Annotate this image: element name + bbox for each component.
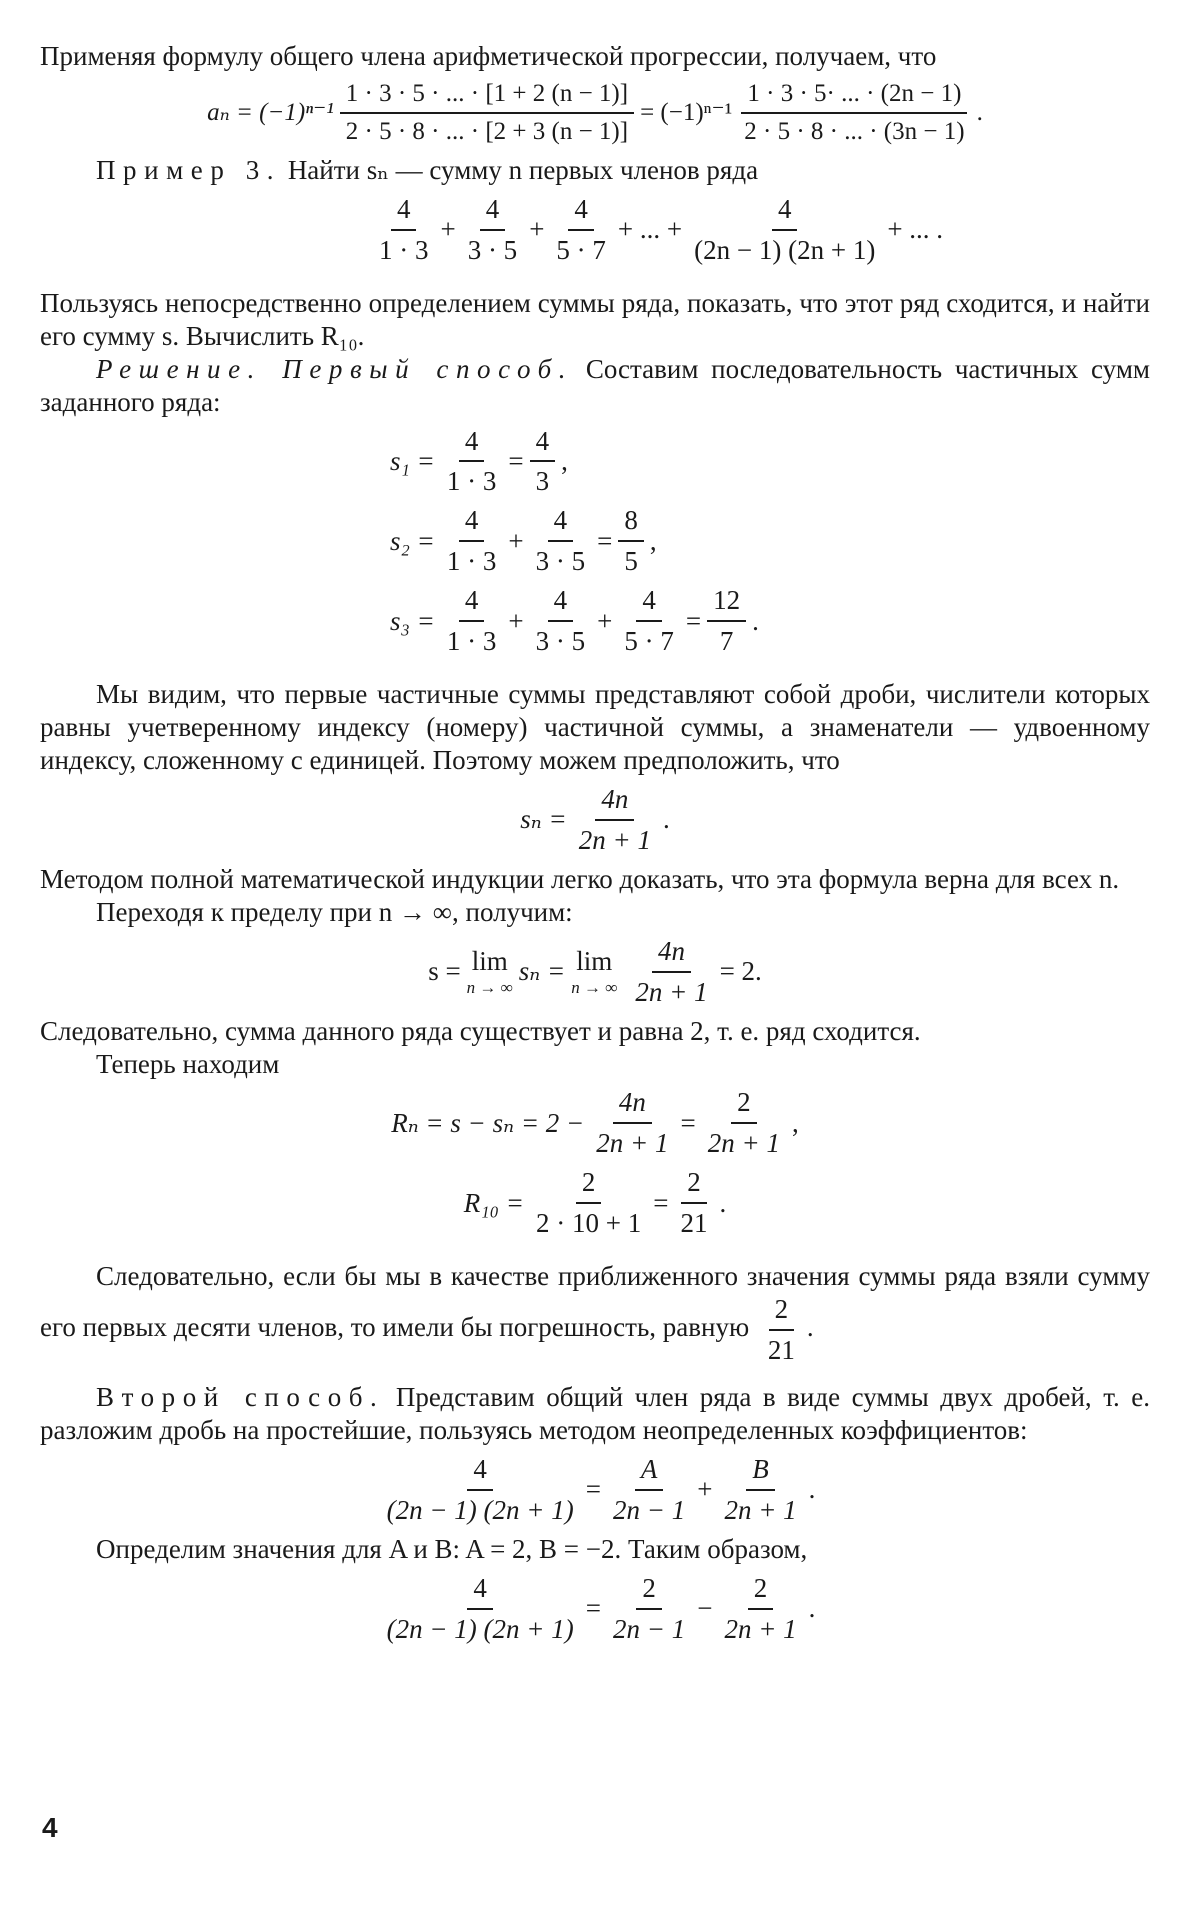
series-term-1	[373, 193, 435, 267]
limit-operator	[466, 945, 513, 997]
fraction	[573, 783, 657, 857]
numerator: 2	[681, 1166, 707, 1204]
example-heading	[40, 154, 1150, 187]
denominator: 5 · 7	[624, 626, 674, 657]
s1-end: ,	[561, 445, 568, 476]
limit-operator	[571, 945, 618, 997]
denominator: (2n − 1) (2n + 1)	[386, 1613, 574, 1644]
numerator: 4	[530, 425, 556, 463]
intro-text: Применяя формулу общего члена арифметической прогрессии, получаем, что	[40, 41, 937, 71]
denominator: 1 · 3	[446, 466, 497, 497]
denominator: (2n − 1) (2n + 1)	[386, 1494, 574, 1525]
numerator: 4n	[595, 783, 634, 821]
an-mid: = (−1)ⁿ⁻¹	[640, 99, 733, 127]
solution-text: Составим последовательность частичных сумм заданного ряда:	[40, 353, 1150, 417]
final-formula	[40, 1572, 1150, 1646]
fraction	[590, 1086, 674, 1160]
an-lhs: aₙ = (−1)ⁿ⁻¹	[207, 99, 334, 127]
fraction	[381, 1572, 580, 1646]
equals-sign: =	[585, 1593, 601, 1624]
induction-text: Методом полной математической индукции легко доказать, что эта формула верна для всех n.	[40, 863, 1120, 894]
numerator: B	[746, 1453, 775, 1491]
denominator: 21	[680, 1208, 708, 1239]
fraction	[607, 1453, 691, 1527]
error-end: .	[806, 1312, 814, 1343]
second-method-heading	[40, 1381, 1150, 1447]
denominator: 2n + 1	[635, 976, 708, 1007]
numerator: 8	[618, 504, 644, 542]
minus-sign: −	[697, 1593, 713, 1624]
fraction	[707, 584, 746, 658]
example-text: Найти sₙ — сумму n первых членов ряда	[287, 154, 759, 185]
s1-lhs: s₁ =	[390, 445, 435, 476]
limit-intro-text: Переходя к пределу при n → ∞, получим:	[96, 896, 573, 927]
fraction	[674, 1166, 713, 1240]
numerator: 2	[748, 1572, 774, 1610]
lim-word: lim	[471, 945, 508, 976]
numerator: 2	[769, 1293, 795, 1331]
an-frac-1	[340, 79, 634, 148]
s2-formula	[390, 504, 1150, 578]
fraction	[381, 1453, 580, 1527]
plus-sign: +	[529, 214, 545, 245]
numerator: 4	[467, 1572, 493, 1610]
denominator: 3 · 5	[535, 546, 586, 577]
example-label: Пример 3.	[96, 154, 282, 185]
numerator: 4	[459, 425, 485, 463]
fraction	[530, 425, 556, 499]
s3-end: .	[752, 605, 759, 636]
sn-lhs: sₙ =	[520, 804, 567, 835]
s3-lhs: s₃ =	[390, 605, 435, 636]
plus-sign: +	[508, 605, 524, 636]
page-content	[40, 40, 1150, 1652]
denominator: 7	[719, 626, 734, 657]
sn-formula	[40, 783, 1150, 857]
an-end: .	[976, 99, 983, 127]
lim-subscript: n → ∞	[466, 977, 513, 997]
denominator: 1 · 3	[446, 626, 497, 657]
solution-label: Решение. Первый способ.	[96, 353, 574, 384]
s2-lhs: s₂ =	[390, 525, 435, 556]
numerator: 4n	[613, 1086, 652, 1124]
numerator: 4	[480, 193, 506, 231]
decomposition-end: .	[808, 1474, 816, 1505]
denominator: 2n − 1	[612, 1494, 686, 1525]
fraction	[607, 1572, 691, 1646]
denominator: 1 · 3	[446, 546, 497, 577]
fraction	[441, 504, 503, 578]
denominator: 2 · 10 + 1	[536, 1208, 642, 1239]
an-num-1: 1 · 3 · 5 · ... · [1 + 2 (n − 1)]	[340, 79, 634, 115]
numerator: 4	[568, 193, 594, 231]
conclusion-text: Следовательно, сумма данного ряда существует и равна 2, т. е. ряд сходится.	[40, 1015, 921, 1046]
series-dots: + ... +	[617, 214, 683, 245]
decomposition-formula	[40, 1453, 1150, 1527]
numerator: 4	[772, 193, 798, 231]
observation-text: Мы видим, что первые частичные суммы представляют собой дроби, числители которых равны учетверенному индексу (номеру) частичной суммы, а знаменатели — удвоенному индексу, сложенному с единицей. Поэтому можем предположить, что	[40, 679, 1150, 775]
denominator: 5 · 7	[556, 234, 606, 265]
denominator: 2n + 1	[578, 824, 651, 855]
s1-formula	[390, 425, 1150, 499]
rn-end: ,	[791, 1107, 799, 1138]
equals-sign: =	[597, 525, 613, 556]
denominator: 2n + 1	[724, 1494, 797, 1525]
an-den-2: 2 · 5 · 8 · ... · (3n − 1)	[744, 118, 965, 146]
limit-mid: sₙ =	[518, 956, 566, 987]
numerator: 4	[459, 584, 485, 622]
fraction	[530, 584, 592, 658]
an-num-2: 1 · 3 · 5· ... · (2n − 1)	[741, 79, 967, 115]
equals-sign: =	[685, 605, 702, 636]
denominator: 1 · 3	[378, 234, 429, 265]
r10-end: .	[719, 1187, 727, 1218]
numerator: 4	[548, 504, 574, 542]
page-number: 4	[42, 1812, 58, 1843]
sn-end: .	[662, 804, 670, 835]
final-end: .	[808, 1593, 816, 1624]
numerator: 2	[731, 1086, 757, 1124]
equals-sign: =	[680, 1107, 696, 1138]
r10-formula	[40, 1166, 1150, 1240]
limit-formula	[40, 935, 1150, 1009]
series-term-3	[550, 193, 612, 267]
lim-subscript: n → ∞	[571, 977, 618, 997]
series-end: + ... .	[887, 214, 944, 245]
denominator: 5	[624, 546, 638, 577]
s3-formula	[390, 584, 1150, 658]
numerator: 4	[459, 504, 485, 542]
ab-values-text: Определим значения для A и B: A = 2, B = −2. Таким образом,	[96, 1533, 808, 1564]
denominator: 3	[535, 466, 550, 497]
denominator: 3 · 5	[467, 234, 518, 265]
fraction	[530, 504, 592, 578]
rn-lhs: Rₙ = s − sₙ = 2 −	[391, 1107, 585, 1138]
series-formula	[160, 193, 1150, 267]
an-frac-2	[738, 79, 970, 148]
second-label: Второй способ.	[96, 1382, 385, 1412]
limit-end: = 2.	[719, 956, 762, 987]
solution-heading	[40, 353, 1150, 419]
numerator: 2	[636, 1572, 662, 1610]
denominator: 2n + 1	[596, 1128, 669, 1159]
denominator: 2n + 1	[724, 1613, 797, 1644]
error-paragraph	[40, 1260, 1150, 1367]
numerator: 4	[548, 584, 574, 622]
lim-word: lim	[576, 945, 613, 976]
fraction	[441, 584, 503, 658]
denominator: 2n + 1	[707, 1128, 780, 1159]
equals-sign: =	[653, 1187, 669, 1218]
r10-lhs: R₁₀ =	[463, 1187, 525, 1218]
second-text: Представим общий член ряда в виде суммы двух дробей, т. е. разложим дробь на простейшие, пользуясь методом неопределенных коэффициентов:	[40, 1382, 1151, 1445]
numerator: 4	[467, 1453, 493, 1491]
denominator: 21	[767, 1335, 795, 1366]
fraction	[629, 935, 713, 1009]
fraction	[530, 1166, 647, 1240]
fraction	[718, 1572, 802, 1646]
numerator: 4n	[652, 935, 691, 973]
numerator: A	[635, 1453, 664, 1491]
s2-end: ,	[649, 525, 657, 556]
task-text: Пользуясь непосредственно определением суммы ряда, показать, что этот ряд сходится, и найти его сумму s. Вычислить R₁₀.	[40, 287, 1150, 351]
plus-sign: +	[697, 1474, 713, 1505]
denominator: 2n − 1	[612, 1613, 686, 1644]
fraction	[702, 1086, 786, 1160]
denominator: 3 · 5	[535, 626, 586, 657]
an-formula	[40, 79, 1150, 148]
now-find-text: Теперь находим	[96, 1048, 280, 1079]
rn-formula	[40, 1086, 1150, 1160]
numerator: 2	[576, 1166, 602, 1204]
denominator: (2n − 1) (2n + 1)	[694, 234, 876, 265]
numerator: 4	[636, 584, 662, 622]
fraction	[718, 1453, 802, 1527]
limit-lhs: s =	[428, 956, 461, 987]
equals-sign: =	[585, 1474, 601, 1505]
equals-sign: =	[508, 445, 524, 476]
error-text: Следовательно, если бы мы в качестве приближенного значения суммы ряда взяли сумму его первых десяти членов, то имели бы погрешность, равную	[40, 1261, 1150, 1343]
plus-sign: +	[440, 214, 456, 245]
an-den-1: 2 · 5 · 8 · ... · [2 + 3 (n − 1)]	[345, 118, 629, 146]
error-fraction	[762, 1293, 801, 1367]
series-term-n	[688, 193, 881, 267]
fraction	[441, 425, 503, 499]
numerator: 4	[391, 193, 417, 231]
numerator: 12	[707, 584, 746, 622]
series-term-2	[462, 193, 524, 267]
plus-sign: +	[508, 525, 524, 556]
fraction	[618, 504, 644, 578]
plus-sign: +	[597, 605, 613, 636]
fraction	[618, 584, 680, 658]
